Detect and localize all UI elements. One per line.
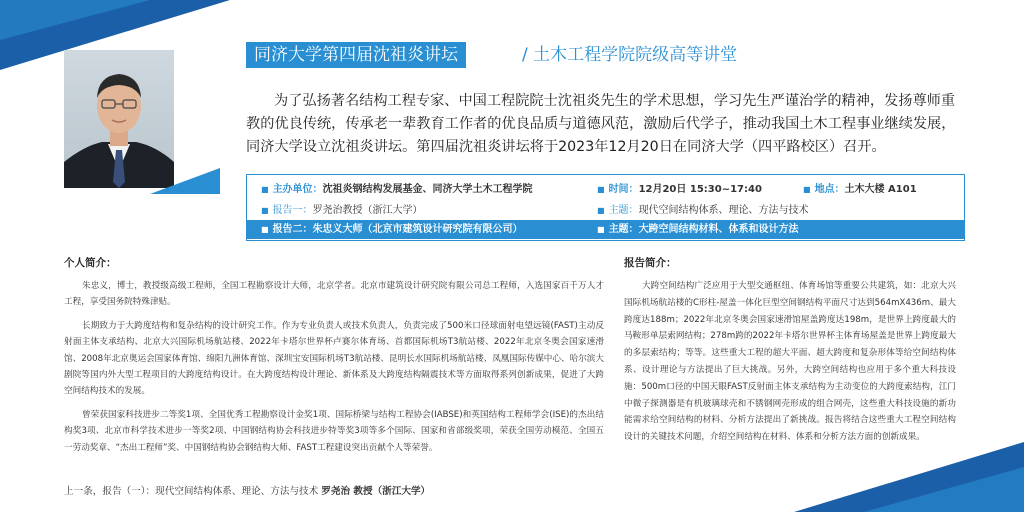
bio-paragraph: 曾荣获国家科技进步二等奖1项、全国优秀工程勘察设计金奖1项、国际桥梁与结构工程协会(IABSE)和英国结构工程师学会(ISE)的杰出结构奖3项、北京市科学技术进步一等奖2项、中国钢结构协会科技进步特等奖3项等多个国际、国家和省部级奖项，荣获全国劳动模范、全国五一劳动奖章、“杰出工程师”奖、中国钢结构协会钢结构大师、FAST工程建设突出贡献个人等荣誉。	[64, 409, 604, 453]
topic1-cell	[597, 201, 809, 220]
bullet-icon: ■	[261, 206, 269, 215]
previous-article-name: 罗尧治 教授（浙江大学）	[321, 486, 431, 497]
abstract-heading: 报告简介：	[624, 257, 677, 269]
event-info-box	[246, 174, 965, 241]
topic1-value: 现代空间结构体系、理论、方法与技术	[638, 205, 809, 216]
time-value: 12月20日 15:30~17:40	[638, 184, 762, 195]
bullet-icon: ■	[597, 206, 605, 215]
previous-article-prefix: 上一条，报告（一）：现代空间结构体系、理论、方法与技术	[64, 486, 322, 497]
place-value: 土木大楼 A101	[844, 184, 917, 195]
bullet-icon: ■	[803, 185, 811, 194]
topic1-label: 主题：	[608, 205, 639, 216]
place-label: 地点：	[814, 184, 845, 195]
report1-label: 报告一：	[272, 205, 313, 216]
bullet-icon: ■	[261, 225, 269, 234]
bottom-right-corner-decoration	[794, 442, 1024, 512]
topic2-label: 主题：	[608, 224, 639, 235]
bullet-icon: ■	[597, 225, 605, 234]
info-row-report1	[247, 201, 964, 220]
portrait-accent-triangle	[150, 168, 220, 194]
lecture-subtitle: / 土木工程学院院级高等讲堂	[522, 45, 738, 65]
topic2-value: 大跨空间结构材料、体系和设计方法	[638, 224, 799, 235]
host-cell	[261, 180, 533, 199]
previous-article-link[interactable]	[64, 483, 430, 497]
info-row-host	[247, 180, 964, 199]
abstract-section	[624, 255, 956, 446]
bio-heading: 个人简介：	[64, 257, 117, 269]
lecture-title-banner	[246, 42, 466, 68]
report1-cell	[261, 201, 423, 220]
bio-section	[64, 255, 604, 463]
report2-value: 朱忠义大师（北京市建筑设计研究院有限公司）	[312, 224, 523, 235]
bullet-icon: ■	[597, 185, 605, 194]
report2-label: 报告二：	[272, 224, 313, 235]
lecture-title: 同济大学第四届沈祖炎讲坛	[246, 42, 466, 68]
report1-value: 罗尧治教授（浙江大学）	[312, 205, 423, 216]
report2-cell	[261, 220, 523, 239]
bio-paragraph: 朱忠义，博士，教授级高级工程师，全国工程勘察设计大师，北京学者。北京市建筑设计研究院有限公司总工程师，入选国家百千万人才工程，享受国务院特殊津贴。	[64, 281, 604, 308]
bio-paragraph: 长期致力于大跨度结构和复杂结构的设计研究工作。作为专业负责人或技术负责人，负责完成了500米口径球面射电望远镜(FAST)主动反射面主体支承结构、北京大兴国际机场航站楼、2022年卡塔尔世界杯卢赛尔体育场、首都国际机场T3航站楼、2022年北京冬奥会国家速滑馆、2008年北京奥运会国家体育馆、绵阳九洲体育馆、深圳宝安国际机场T3航站楼、昆明长水国际机场航站楼、凤凰国际传媒中心、哈尔滨大剧院等国内外大型工程项目的大跨度结构设计。在大跨度结构设计理论、新体系及大跨度结构隔震技术等方面取得系列创新成果，促进了大跨空间结构技术的发展。	[64, 320, 604, 397]
host-value: 沈祖炎钢结构发展基金、同济大学土木工程学院	[322, 184, 533, 195]
bullet-icon: ■	[261, 185, 269, 194]
host-label: 主办单位：	[272, 184, 323, 195]
info-row-report2	[247, 220, 964, 239]
time-label: 时间：	[608, 184, 639, 195]
place-cell	[803, 180, 917, 199]
topic2-cell	[597, 220, 799, 239]
intro-paragraph: 为了弘扬著名结构工程专家、中国工程院院士沈祖炎先生的学术思想，学习先生严谨治学的精神，发扬尊师重教的优良传统，传承老一辈教育工作者的优良品质与道德风范，激励后代学子，推动我国土木工程事业继续发展，同济大学设立沈祖炎讲坛。第四届沈祖炎讲坛将于2023年12月20日在同济大学（四平路校区）召开。	[246, 93, 956, 155]
time-cell	[597, 180, 762, 199]
abstract-paragraph: 大跨空间结构广泛应用于大型交通枢纽、体育场馆等重要公共建筑，如：北京大兴国际机场航站楼的C形柱-屋盖一体化巨型空间钢结构平面尺寸达到564mX436m、最大跨度达188m；2022年北京冬奥会国家速滑馆屋盖跨度达198m，是世界上跨度最大的马鞍形单层索网结构；278m跨的2022年卡塔尔世界杯主体育场屋盖是世界上跨度最大的多层索结构；等等。这些重大工程的超大平面、超大跨度和复杂形体等给空间结构体系、设计理论与方法提出了巨大挑战。另外，大跨空间结构也应用于多个重大科技设施：500m口径的中国天眼FAST反射面主体支承结构为主动变位的大跨度索结构，江门中微子探测器是有机玻璃球壳和不锈钢网壳形成的组合网壳，这些重大科技设施的新功能需求给空间结构的材料、分析方法提出了新挑战。报告将结合这些重大工程空间结构设计的关键技术问题，介绍空间结构在材料、体系和分析方法方面的创新成果。	[624, 281, 956, 443]
